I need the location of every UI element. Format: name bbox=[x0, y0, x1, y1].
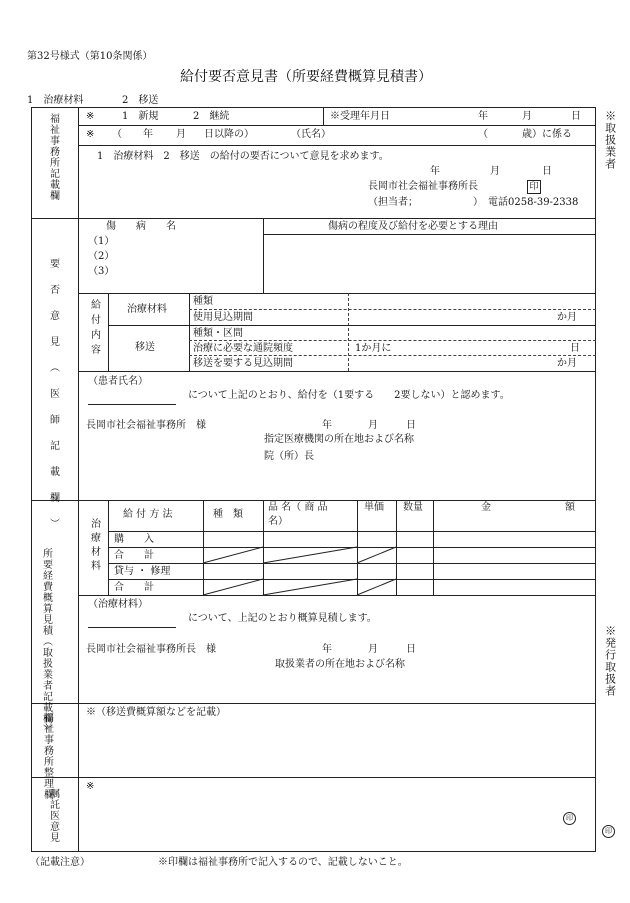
estimate-material-label: 治療材料 bbox=[88, 518, 100, 574]
page-title: 給付要否意見書（所要経費概算見積書） bbox=[180, 69, 432, 85]
month-label: 月 bbox=[522, 111, 532, 122]
estimate-section-label: 所要経費概算見積（取扱業者記載欄） bbox=[40, 548, 52, 735]
request-month: 月 bbox=[490, 166, 500, 177]
adjustment-section-label: 福祉事務所整理欄 bbox=[41, 712, 53, 800]
row-purchase: 購 入 bbox=[114, 534, 154, 545]
mark: ※ bbox=[86, 129, 95, 140]
transport-month-unit: か月 bbox=[557, 358, 577, 369]
seal-mark: 印 bbox=[527, 180, 541, 194]
per-month-label: 1か月に bbox=[355, 343, 392, 354]
disease-item-1[interactable]: （1） bbox=[88, 236, 115, 247]
approval-text: について上記のとおり、給付を（1要する 2要しない）と認めます。 bbox=[188, 390, 510, 401]
row-lend-repair: 貸与 ・ 修理 bbox=[114, 566, 171, 577]
frequency-day-unit: 日 bbox=[570, 343, 580, 354]
reason-header: 傷病の程度及び給付を必要とする理由 bbox=[328, 221, 498, 232]
estimate-text: について、上記のとおり概算見積します。 bbox=[188, 613, 377, 624]
estimate-month: 月 bbox=[368, 644, 378, 655]
request-day: 日 bbox=[542, 166, 552, 177]
row-total-1: 合 計 bbox=[114, 550, 154, 561]
header-kind: 種 類 bbox=[213, 509, 243, 520]
contact-info: （担当者； ） 電話0258-39-2338 bbox=[368, 197, 579, 208]
material-row-kind: 種類 bbox=[193, 296, 213, 307]
footer-label: （記載注意） bbox=[30, 857, 90, 868]
name-label: （氏名） bbox=[291, 129, 331, 140]
benefit-content-label: 給付内容 bbox=[88, 299, 100, 359]
patient-name-label: （患者氏名） bbox=[88, 376, 148, 387]
since-label: 日以降の） bbox=[204, 129, 254, 140]
commission-seal: 印 bbox=[563, 812, 576, 825]
issuer-seal: 印 bbox=[602, 825, 615, 838]
transport-row-section: 種類・区間 bbox=[193, 328, 243, 339]
received-date-label: ※受理年月日 bbox=[330, 111, 390, 122]
opinion-section-label: 要否意見（医師記載欄） bbox=[47, 258, 59, 544]
category-item-2: 2 移送 bbox=[122, 95, 159, 106]
since-year-label: 年 bbox=[143, 129, 153, 140]
header-qty: 数量 bbox=[403, 502, 423, 513]
material-row-period: 使用見込期間 bbox=[193, 312, 253, 323]
form-number: 第32号様式（第10条関係） bbox=[27, 51, 153, 62]
vendor-label: 取扱業者の所在地および名称 bbox=[275, 659, 405, 670]
header-product-b: 名） bbox=[268, 516, 288, 527]
header-method: 給 付 方 法 bbox=[123, 509, 173, 520]
footer-note: ※印欄は福祉事務所で記入するので、記載しないこと。 bbox=[158, 857, 408, 868]
material-month-unit: か月 bbox=[557, 312, 577, 323]
material-label: 治療材料 bbox=[127, 304, 167, 315]
transport-label: 移送 bbox=[135, 342, 155, 353]
welfare-office-section-label: 福祉事務所記載欄 bbox=[47, 113, 59, 201]
day-label: 日 bbox=[571, 111, 581, 122]
adjustment-note: ※（移送費概算額などを記載） bbox=[86, 707, 226, 718]
year-label: 年 bbox=[478, 111, 488, 122]
transport-row-period: 移送を要する見込期間 bbox=[193, 358, 293, 369]
disease-header: 傷 病 名 bbox=[106, 221, 176, 232]
director-label: 院（所）長 bbox=[264, 451, 314, 462]
issuer-side-label: ※発行取扱者 bbox=[603, 625, 617, 697]
age-open: （ bbox=[478, 129, 488, 140]
estimate-day: 日 bbox=[406, 644, 416, 655]
header-amount-b: 額 bbox=[565, 502, 575, 513]
since-paren: （ bbox=[112, 129, 122, 140]
commission-section-label: 嘱託医意見 bbox=[47, 788, 59, 843]
opinion-month: 月 bbox=[368, 420, 378, 431]
header-price: 単価 bbox=[364, 502, 384, 513]
commission-mark: ※ bbox=[86, 781, 95, 792]
header-amount-a: 金 bbox=[481, 502, 491, 513]
since-month-label: 月 bbox=[176, 129, 186, 140]
mark: ※ bbox=[86, 111, 95, 122]
category-item-1: 1 治療材料 bbox=[27, 95, 84, 106]
estimate-material-paren: （治療材料） bbox=[88, 599, 148, 610]
continue-option[interactable]: 2 継続 bbox=[193, 111, 230, 122]
estimate-year: 年 bbox=[322, 644, 332, 655]
addressee: 長岡市社会福祉事務所 様 bbox=[86, 420, 206, 431]
disease-item-3[interactable]: （3） bbox=[88, 266, 115, 277]
disease-item-2[interactable]: （2） bbox=[88, 251, 115, 262]
request-year: 年 bbox=[430, 166, 440, 177]
age-label: 歳）に係る bbox=[522, 129, 572, 140]
transport-row-frequency: 治療に必要な通院頻度 bbox=[193, 343, 293, 354]
header-product-a: 品 名（ 商 品 bbox=[268, 502, 328, 513]
handler-side-label: ※取扱業者 bbox=[603, 110, 617, 170]
opinion-day: 日 bbox=[406, 420, 416, 431]
institution-label: 指定医療機関の所在地および名称 bbox=[264, 434, 414, 445]
row-total-2: 合 計 bbox=[114, 582, 154, 593]
office-head: 長岡市社会福祉事務所長 bbox=[368, 181, 478, 192]
request-text: 1 治療材料 2 移送 の給付の要否について意見を求めます。 bbox=[97, 151, 389, 162]
estimate-addressee: 長岡市社会福祉事務所長 様 bbox=[86, 644, 216, 655]
opinion-year: 年 bbox=[322, 420, 332, 431]
new-option[interactable]: 1 新規 bbox=[122, 111, 159, 122]
